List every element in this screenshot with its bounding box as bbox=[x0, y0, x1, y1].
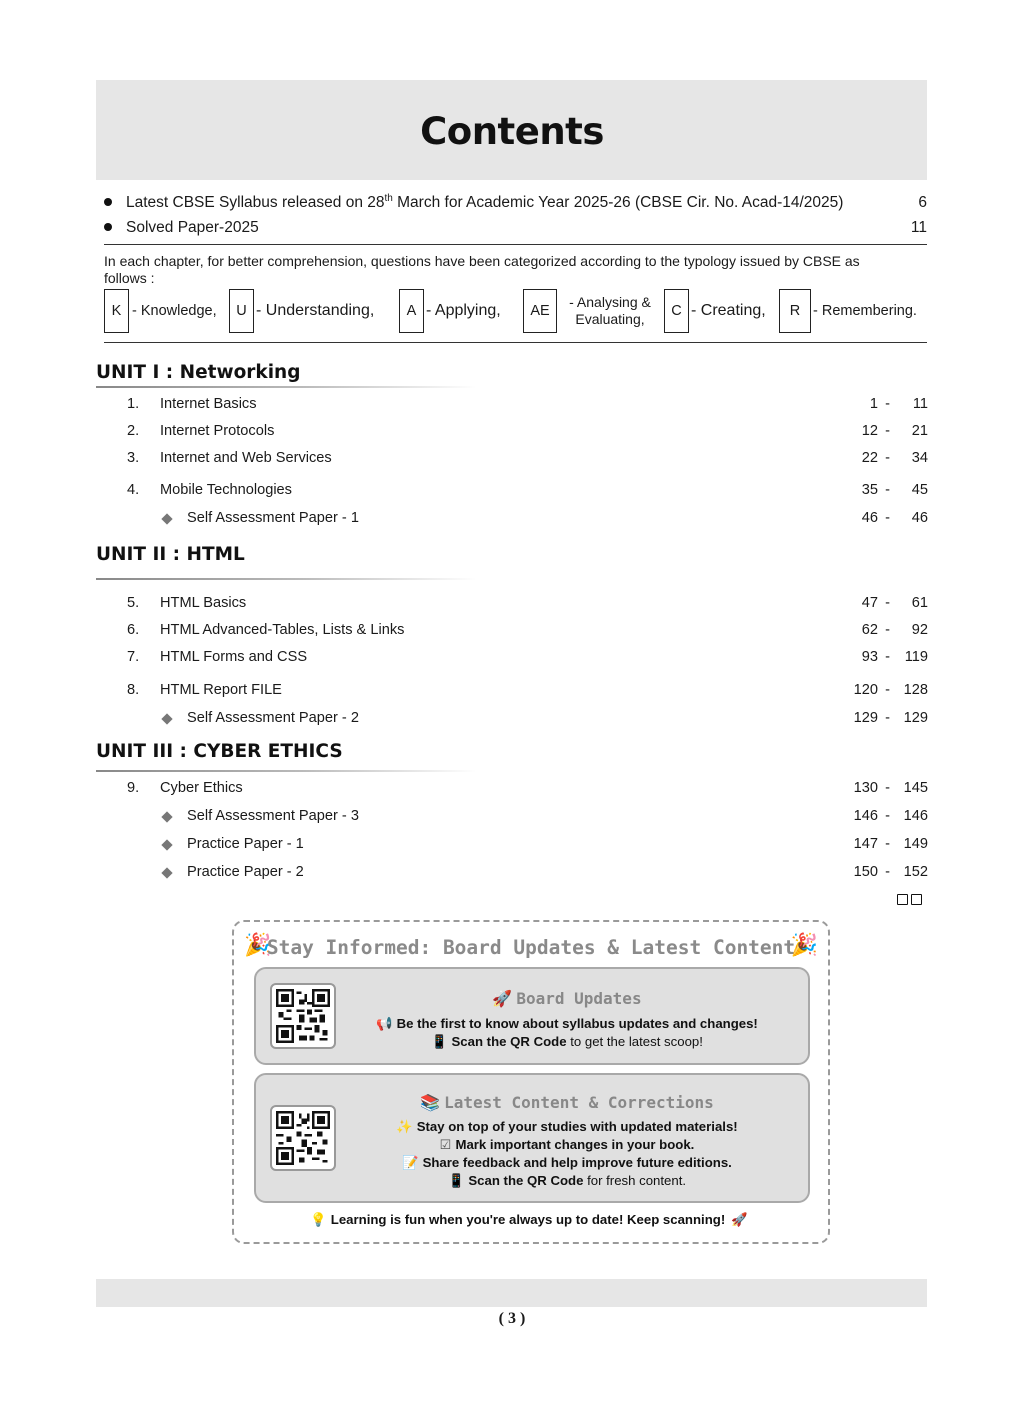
chapter-title: Internet Protocols bbox=[160, 423, 275, 439]
page-range-dash: - bbox=[885, 808, 890, 824]
page-to: 34 bbox=[911, 450, 928, 466]
page-from: 12 bbox=[861, 423, 878, 439]
stay-informed-box bbox=[232, 920, 830, 1244]
unit-underline bbox=[96, 578, 476, 580]
unit-underline bbox=[96, 386, 476, 388]
stay-informed-title: Stay Informed: Board Updates & Latest Content bbox=[266, 936, 796, 959]
paper-title: Self Assessment Paper - 2 bbox=[187, 710, 359, 726]
page-range-dash: - bbox=[885, 510, 890, 526]
board-updates-title: Board Updates bbox=[516, 989, 642, 1008]
toc-row[interactable] bbox=[96, 710, 928, 730]
party-popper-icon: 🎉 bbox=[244, 932, 272, 957]
chapter-title: Internet and Web Services bbox=[160, 450, 332, 466]
page-range-dash: - bbox=[885, 649, 890, 665]
typology-code-c: C bbox=[664, 289, 689, 333]
page-title: Contents bbox=[420, 110, 604, 153]
toc-row[interactable] bbox=[96, 595, 928, 615]
page-to: 146 bbox=[903, 808, 928, 824]
board-updates-scan: Scan the QR Code bbox=[451, 1034, 567, 1049]
chapter-number: 4. bbox=[127, 482, 140, 498]
footer-band bbox=[96, 1279, 927, 1307]
phone-icon: 📱 bbox=[447, 1173, 465, 1188]
toc-row[interactable] bbox=[96, 780, 928, 800]
syllabus-sup: th bbox=[384, 193, 393, 204]
typology-code-u: U bbox=[229, 289, 254, 333]
page-from: 47 bbox=[861, 595, 878, 611]
bullet-icon bbox=[104, 223, 112, 231]
chapter-title: Mobile Technologies bbox=[160, 482, 292, 498]
latest-content-line1: Stay on top of your studies with updated materials! bbox=[416, 1119, 738, 1134]
unit-heading: UNIT II : HTML bbox=[96, 544, 245, 565]
diamond-bullet-icon bbox=[161, 839, 172, 850]
page-from: 22 bbox=[861, 450, 878, 466]
syllabus-text: Latest CBSE Syllabus released on 28 bbox=[126, 194, 385, 212]
intro-solved-row bbox=[104, 219, 927, 237]
typology-legend bbox=[104, 289, 929, 337]
chapter-number: 1. bbox=[127, 396, 140, 412]
end-mark-icon bbox=[897, 892, 925, 910]
rocket-icon: 🚀 bbox=[731, 1212, 748, 1227]
typology-label-c: - Creating, bbox=[691, 302, 766, 319]
page-from: 150 bbox=[853, 864, 878, 880]
checkbox-icon: ☑ bbox=[439, 1137, 452, 1152]
chapter-title: HTML Forms and CSS bbox=[160, 649, 308, 665]
page-range-dash: - bbox=[885, 836, 890, 852]
page-from: 120 bbox=[853, 682, 878, 698]
diamond-bullet-icon bbox=[161, 713, 172, 724]
page-range-dash: - bbox=[885, 682, 890, 698]
stay-informed-footer: Learning is fun when you're always up to date! Keep scanning! bbox=[330, 1212, 726, 1227]
page-to: 92 bbox=[911, 622, 928, 638]
syllabus-text-rest: March for Academic Year 2025-26 (CBSE Cir. No. Acad-14/2025) bbox=[392, 194, 844, 212]
chapter-number: 5. bbox=[127, 595, 140, 611]
paper-title: Practice Paper - 1 bbox=[187, 836, 304, 852]
page-range-dash: - bbox=[885, 482, 890, 498]
lightbulb-icon: 💡 bbox=[310, 1212, 327, 1227]
paper-title: Self Assessment Paper - 3 bbox=[187, 808, 359, 824]
toc-row[interactable] bbox=[96, 808, 928, 828]
page-range-dash: - bbox=[885, 622, 890, 638]
paper-title: Practice Paper - 2 bbox=[187, 864, 304, 880]
typology-label-ae: - Analysing & Evaluating, bbox=[569, 294, 651, 327]
solved-paper-label: Solved Paper-2025 bbox=[126, 219, 259, 236]
page-to: 119 bbox=[904, 649, 928, 665]
board-updates-line2: to get the latest scoop! bbox=[566, 1034, 703, 1049]
page-from: 146 bbox=[853, 808, 878, 824]
phone-icon: 📱 bbox=[431, 1034, 448, 1049]
page-from: 46 bbox=[861, 510, 878, 526]
board-updates-card bbox=[254, 967, 810, 1065]
page-to: 152 bbox=[903, 864, 928, 880]
unit-underline bbox=[96, 770, 476, 772]
page-from: 130 bbox=[853, 780, 878, 796]
paper-title: Self Assessment Paper - 1 bbox=[187, 510, 359, 526]
bullet-icon bbox=[104, 198, 112, 206]
page-to: 11 bbox=[912, 396, 928, 412]
typology-description: In each chapter, for better comprehension, questions have been categorized according to the typology issued by CBSE as follows : bbox=[104, 253, 860, 286]
memo-icon: 📝 bbox=[402, 1155, 419, 1170]
chapter-title: HTML Report FILE bbox=[160, 682, 282, 698]
syllabus-page: 6 bbox=[918, 193, 927, 211]
chapter-title: Cyber Ethics bbox=[160, 780, 243, 796]
page-to: 145 bbox=[903, 780, 928, 796]
unit-heading: UNIT III : CYBER ETHICS bbox=[96, 741, 343, 762]
typology-code-k: K bbox=[104, 289, 129, 333]
page-to: 46 bbox=[911, 510, 928, 526]
typology-label-r: - Remembering. bbox=[813, 303, 917, 319]
page-to: 61 bbox=[911, 595, 928, 611]
diamond-bullet-icon bbox=[161, 513, 172, 524]
megaphone-icon: 📢 bbox=[376, 1016, 393, 1031]
toc-row[interactable] bbox=[96, 649, 928, 669]
chapter-title: HTML Advanced-Tables, Lists & Links bbox=[160, 622, 405, 638]
page-range-dash: - bbox=[885, 450, 890, 466]
page-to: 149 bbox=[903, 836, 928, 852]
rocket-icon: 🚀 bbox=[492, 989, 513, 1008]
sparkles-icon: ✨ bbox=[396, 1119, 413, 1134]
page-range-dash: - bbox=[885, 423, 890, 439]
party-popper-icon: 🎉 bbox=[790, 932, 818, 957]
page-range-dash: - bbox=[885, 595, 890, 611]
page-range-dash: - bbox=[885, 780, 890, 796]
page-range-dash: - bbox=[885, 710, 890, 726]
board-updates-line1: Be the first to know about syllabus updates and changes! bbox=[396, 1016, 758, 1031]
diamond-bullet-icon bbox=[161, 811, 172, 822]
typology-code-a: A bbox=[399, 289, 424, 333]
typology-label-a: - Applying, bbox=[426, 302, 501, 319]
unit-heading: UNIT I : Networking bbox=[96, 362, 301, 383]
solved-paper-page: 11 bbox=[910, 219, 927, 236]
chapter-number: 2. bbox=[127, 423, 140, 439]
chapter-number: 9. bbox=[127, 780, 140, 796]
divider bbox=[104, 244, 927, 245]
page-from: 35 bbox=[861, 482, 878, 498]
toc-row[interactable] bbox=[96, 423, 928, 443]
latest-content-scan: Scan the QR Code bbox=[468, 1173, 584, 1188]
typology-code-r: R bbox=[779, 289, 811, 333]
toc-row[interactable] bbox=[96, 836, 928, 856]
latest-content-line4: for fresh content. bbox=[583, 1173, 687, 1188]
toc-row[interactable] bbox=[96, 450, 928, 470]
toc-row[interactable] bbox=[96, 482, 928, 502]
page-to: 129 bbox=[903, 710, 928, 726]
page-to: 21 bbox=[911, 423, 928, 439]
chapter-number: 6. bbox=[127, 622, 140, 638]
chapter-title: Internet Basics bbox=[160, 396, 257, 412]
books-icon: 📚 bbox=[420, 1093, 441, 1112]
page-to: 45 bbox=[911, 482, 928, 498]
divider bbox=[104, 342, 927, 343]
typology-label-k: - Knowledge, bbox=[132, 303, 217, 319]
page-range-dash: - bbox=[885, 864, 890, 880]
toc-row[interactable] bbox=[96, 510, 928, 530]
chapter-number: 7. bbox=[127, 649, 140, 665]
page-from: 1 bbox=[869, 396, 878, 412]
page-range-dash: - bbox=[885, 396, 890, 412]
toc-row[interactable] bbox=[96, 864, 928, 884]
typology-label-u: - Understanding, bbox=[256, 302, 375, 319]
page-number: ( 3 ) bbox=[498, 1310, 526, 1327]
chapter-number: 3. bbox=[127, 450, 140, 466]
page-from: 62 bbox=[861, 622, 878, 638]
latest-content-card bbox=[254, 1073, 810, 1203]
page-from: 93 bbox=[861, 649, 878, 665]
chapter-number: 8. bbox=[127, 682, 140, 698]
toc-row[interactable] bbox=[96, 682, 928, 702]
page-from: 147 bbox=[853, 836, 878, 852]
intro-syllabus-row bbox=[104, 193, 927, 212]
latest-content-line3: Share feedback and help improve future editions. bbox=[422, 1155, 732, 1170]
toc-row[interactable] bbox=[96, 622, 928, 642]
toc-row[interactable] bbox=[96, 396, 928, 416]
latest-content-title: Latest Content & Corrections bbox=[444, 1093, 714, 1112]
latest-content-line2: Mark important changes in your book. bbox=[455, 1137, 695, 1152]
chapter-title: HTML Basics bbox=[160, 595, 247, 611]
typology-code-ae: AE bbox=[523, 289, 557, 333]
page-from: 129 bbox=[853, 710, 878, 726]
diamond-bullet-icon bbox=[161, 867, 172, 878]
page-to: 128 bbox=[903, 682, 928, 698]
